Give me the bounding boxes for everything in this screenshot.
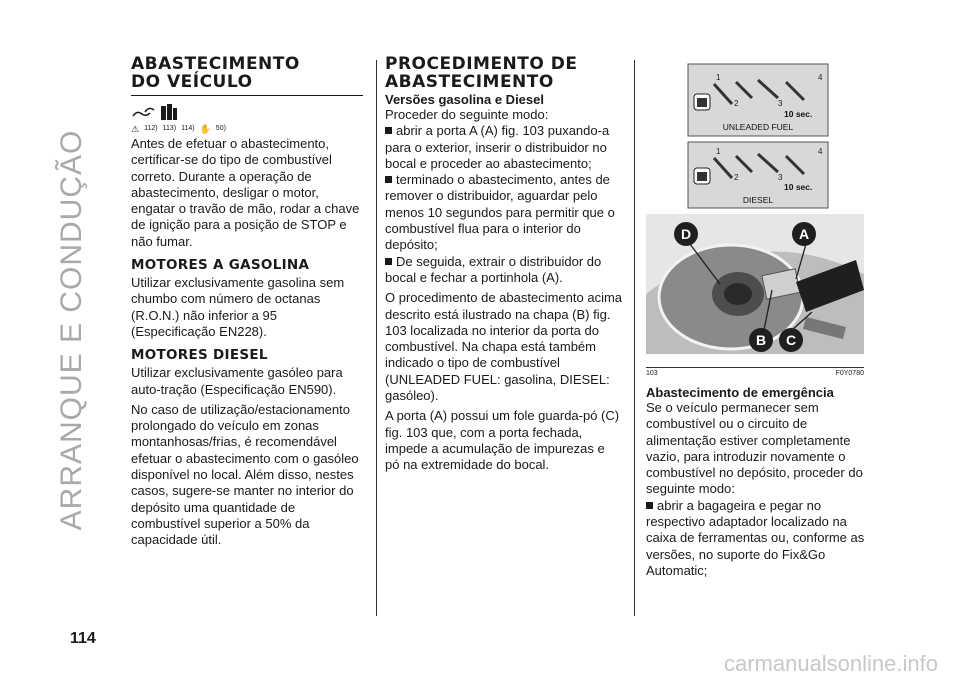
main-heading-line1: ABASTECIMENTO [131,54,300,74]
step-3-label: 3 [778,173,783,182]
warn-ref: 113) [162,125,177,132]
dust-cover-paragraph: A porta (A) possui um fole guarda-pó (C) fig. 103 que, com a porta fechada, impede a acumulação de impurezas e pó na extremidade do bocal. [385,408,620,473]
list-item: terminado o abastecimento, antes de remover o distribuidor, aguardar pelo menos 10 segundos para permitir que o combustível flua para o interior do depósito; [385,172,622,253]
unleaded-label: UNLEADED FUEL [722,122,794,132]
warn-ref: 50) [215,125,226,132]
fuel-door-illustration [646,62,864,362]
procedure-heading-line1: PROCEDIMENTO DE [385,54,578,74]
callout-a: A [798,226,810,242]
callout-c: C [785,332,797,348]
column-left [131,55,363,553]
gasoline-heading: MOTORES A GASOLINA [131,257,310,274]
list-item: De seguida, extrair o distribuidor do bocal e fechar a portinhola (A). [385,254,622,287]
unleaded-label-plate [688,64,828,136]
column-divider [634,60,635,616]
step-2-label: 2 [734,99,739,108]
lead-text: Proceder do seguinte modo: [385,107,549,122]
figure-103 [646,62,864,377]
step-4-label: 4 [818,147,823,156]
section-side-title: ARRANQUE E CONDUÇÃO [55,129,88,531]
diesel-label-plate [688,142,828,208]
gasoline-paragraph: Utilizar exclusivamente gasolina sem chumbo com número de octanas (R.O.N.) não inferior a 95 (Especificação EN228). [131,275,345,339]
footer-watermark: carmanualsonline.info [723,651,938,676]
step-4-label: 4 [818,73,823,82]
warning-references [131,124,363,134]
callout-b: B [755,332,767,348]
figure-code: F0Y0780 [835,370,864,377]
diesel-label: DIESEL [742,195,774,205]
figure-number: 103 [646,370,658,377]
page-number: 114 [70,630,96,647]
diesel-paragraph-2: No caso de utilização/estacionamento prolongado do veículo em zonas montanhosas/frias, é recomendável efetuar o abastecimento com o gasóleo disponível no local. Além disso, nestes casos, sugere-se manter no interior do depósito uma quantidade de combustível superior a 50% da capacidade útil. [131,401,359,548]
warn-ref: 114) [181,125,195,132]
timer-label: 10 sec. [784,182,813,192]
step-2-label: 2 [734,173,739,182]
fuel-warning-icon [131,102,179,124]
emergency-paragraph: Se o veículo permanecer sem combustível ou o circuito de alimentação estiver completamente vazio, para introduzir novamente o combustível no depósito, proceder do seguinte modo: [646,400,863,497]
main-heading-line2: DO VEÍCULO [131,72,253,92]
fuel-door-photo [646,214,864,354]
warn-ref: 112) [144,125,158,132]
step-3-label: 3 [778,99,783,108]
step-1-label: 1 [716,147,721,156]
list-item: abrir a porta A (A) fig. 103 puxando-a para o exterior, inserir o distribuidor no bocal e proceder ao abastecimento; [385,123,622,172]
intro-paragraph: Antes de efetuar o abastecimento, certificar-se do tipo de combustível correto. Durante a operação de abastecimento, desligar o motor, engatar o travão de mão, rodar a chave de ignição para a posição de STOP e não fumar. [131,136,360,249]
warning-triangle-icon: ⚠ [131,124,140,134]
diesel-heading: MOTORES DIESEL [131,347,268,364]
figure-caption [646,367,864,377]
column-right [646,62,866,583]
callout-d: D [680,226,692,242]
emergency-heading: Abastecimento de emergência [646,385,834,400]
diesel-paragraph-1: Utilizar exclusivamente gasóleo para auto-tração (Especificação EN590). [131,365,343,397]
column-middle [385,55,622,478]
list-item: abrir a bagageira e pegar no respectivo adaptador localizado na caixa de ferramentas ou, conforme as versões, no suporte do Fix&Go Automatic; [646,497,865,578]
warning-symbols [131,102,363,124]
heading-rule [131,95,363,96]
column-divider [376,60,377,616]
step-1-label: 1 [716,73,721,82]
versions-subheading: Versões gasolina e Diesel [385,92,544,107]
timer-label: 10 sec. [784,109,813,119]
hand-caution-icon: ✋ [199,124,211,134]
procedure-heading-line2: ABASTECIMENTO [385,72,554,92]
procedure-paragraph: O procedimento de abastecimento acima descrito está ilustrado na chapa (B) fig. 103 localizada no interior da porta do combustível. Na chapa está também indicado o tipo de combustível (UNLEADED FUEL: gasolina, DIESEL: gasóleo). [385,290,623,404]
